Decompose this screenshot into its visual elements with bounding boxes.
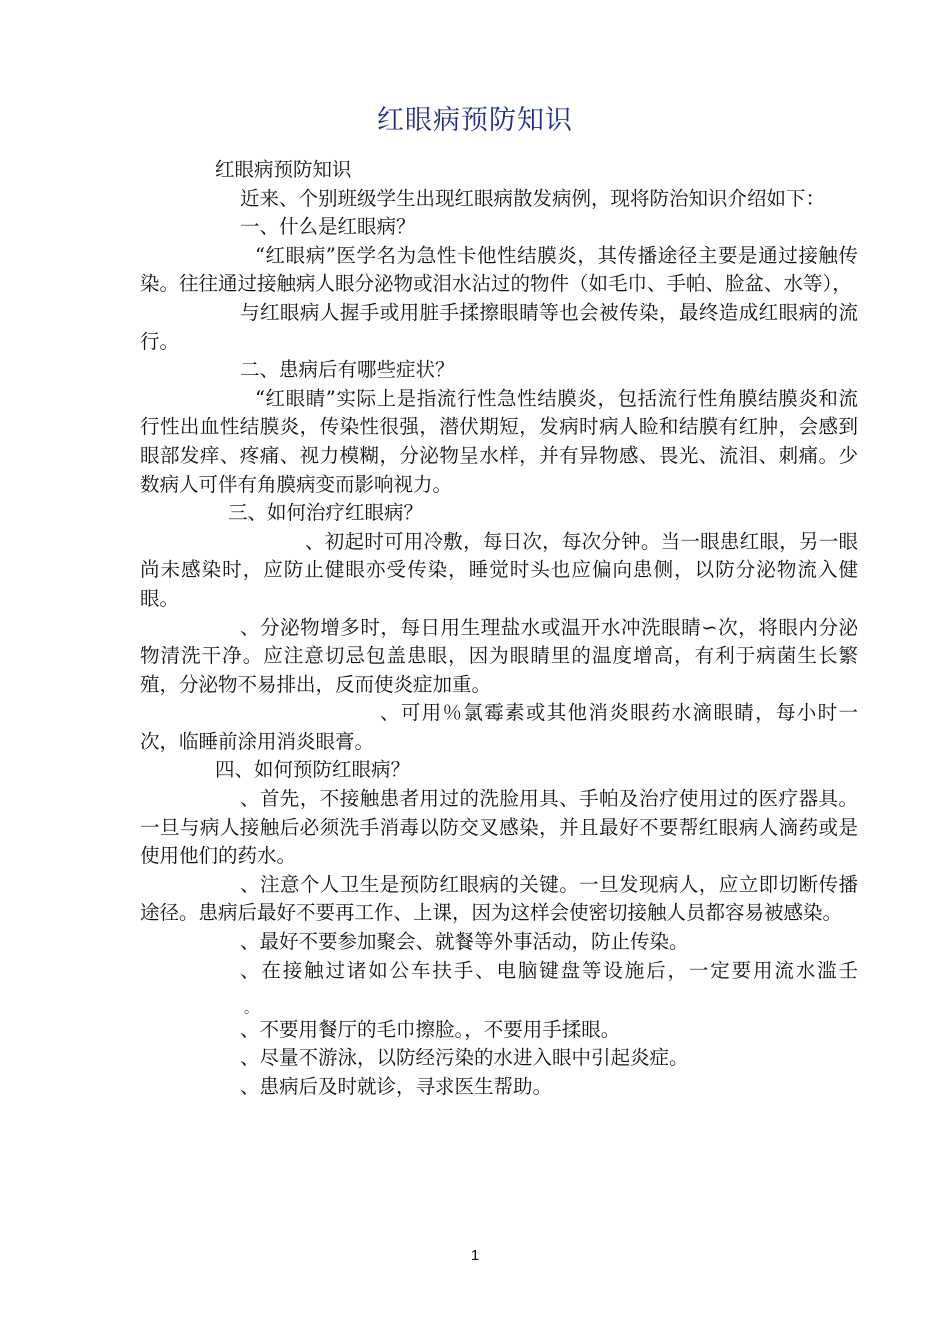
dangling-period: 。	[244, 1001, 258, 1018]
document-subtitle: 红眼病预防知识	[215, 158, 352, 181]
section-heading-3: 三、如何治疗红眼病？	[228, 501, 424, 525]
section-2-paragraph-1: “红眼睛”实际上是指流行性急性结膜炎，包括流行性角膜结膜炎和流行性出血性结膜炎，传染性很强，潜伏期短，发病时病人睑和结膜有红肿，会感到眼部发痒、疼痛、视力模糊，分泌物呈水样，并有异物感、畏光、流泪、刺痛。少数病人可伴有角膜病变而影响视力。	[140, 386, 858, 496]
section-4-item-4	[140, 957, 858, 1016]
section-4-item-4-text: 、在接触过诸如公车扶手、电脑键盘等设施后，一定要用流水滥壬	[240, 958, 858, 982]
section-3-item-2: 、分泌物增多时，每日用生理盐水或温开水冲洗眼睛∽次，将眼内分泌物清洗干净。应注意切忌包盖患眼，因为眼睛里的温度增高，有利于病菌生长繁殖，分泌物不易排出，反而使炎症加重。	[140, 615, 858, 696]
section-heading-4: 四、如何预防红眼病？	[215, 758, 411, 782]
section-1-paragraph-2: 与红眼病人握手或用脏手揉擦眼睛等也会被传染，最终造成红眼病的流行。	[140, 300, 858, 353]
section-1-paragraph-1: “红眼病”医学名为急性卡他性结膜炎，其传播途径主要是通过接触传染。往往通过接触病人眼分泌物或泪水沾过的物件（如毛巾、手帕、脸盆、水等），	[140, 243, 858, 296]
section-3-item-1: 、初起时可用冷敷，每日次，每次分钟。当一眼患红眼，另一眼尚未感染时，应防止健眼亦受传染，睡觉时头也应偏向患侧，以防分泌物流入健眼。	[140, 529, 858, 610]
section-3-item-3: 、可用％氯霉素或其他消炎眼药水滴眼睛，每小时一次，临睡前涂用消炎眼膏。	[140, 701, 858, 753]
section-4-item-7: 、患病后及时就诊，寻求医生帮助。	[240, 1075, 553, 1098]
document-body	[140, 156, 858, 1102]
page-number: 1	[470, 1247, 480, 1264]
section-heading-2: 二、患病后有哪些症状？	[240, 358, 455, 382]
section-4-item-3: 、最好不要参加聚会、就餐等外事活动，防止传染。	[240, 930, 689, 954]
section-4-item-6: 、尽量不游泳，以防经污染的水进入眼中引起炎症。	[240, 1046, 689, 1070]
section-4-item-1: 、首先，不接触患者用过的洗脸用具、手帕及治疗使用过的医疗器具。一旦与病人接触后必须洗手消毒以防交叉感染，并且最好不要帮红眼病人滴药或是使用他们的药水。	[140, 787, 858, 868]
section-heading-1: 一、什么是红眼病？	[240, 215, 416, 239]
section-4-item-5: 、不要用餐厅的毛巾擦脸。，不要用手揉眼。	[240, 1017, 621, 1041]
intro-paragraph: 近来、个别班级学生出现红眼病散发病例，现将防治知识介绍如下：	[240, 186, 826, 210]
document-title: 红眼病预防知识	[377, 105, 573, 136]
section-4-item-2: 、注意个人卫生是预防红眼病的关键。一旦发现病人，应立即切断传播途径。患病后最好不要再工作、上课，因为这样会使密切接触人员都容易被感染。	[140, 872, 858, 925]
